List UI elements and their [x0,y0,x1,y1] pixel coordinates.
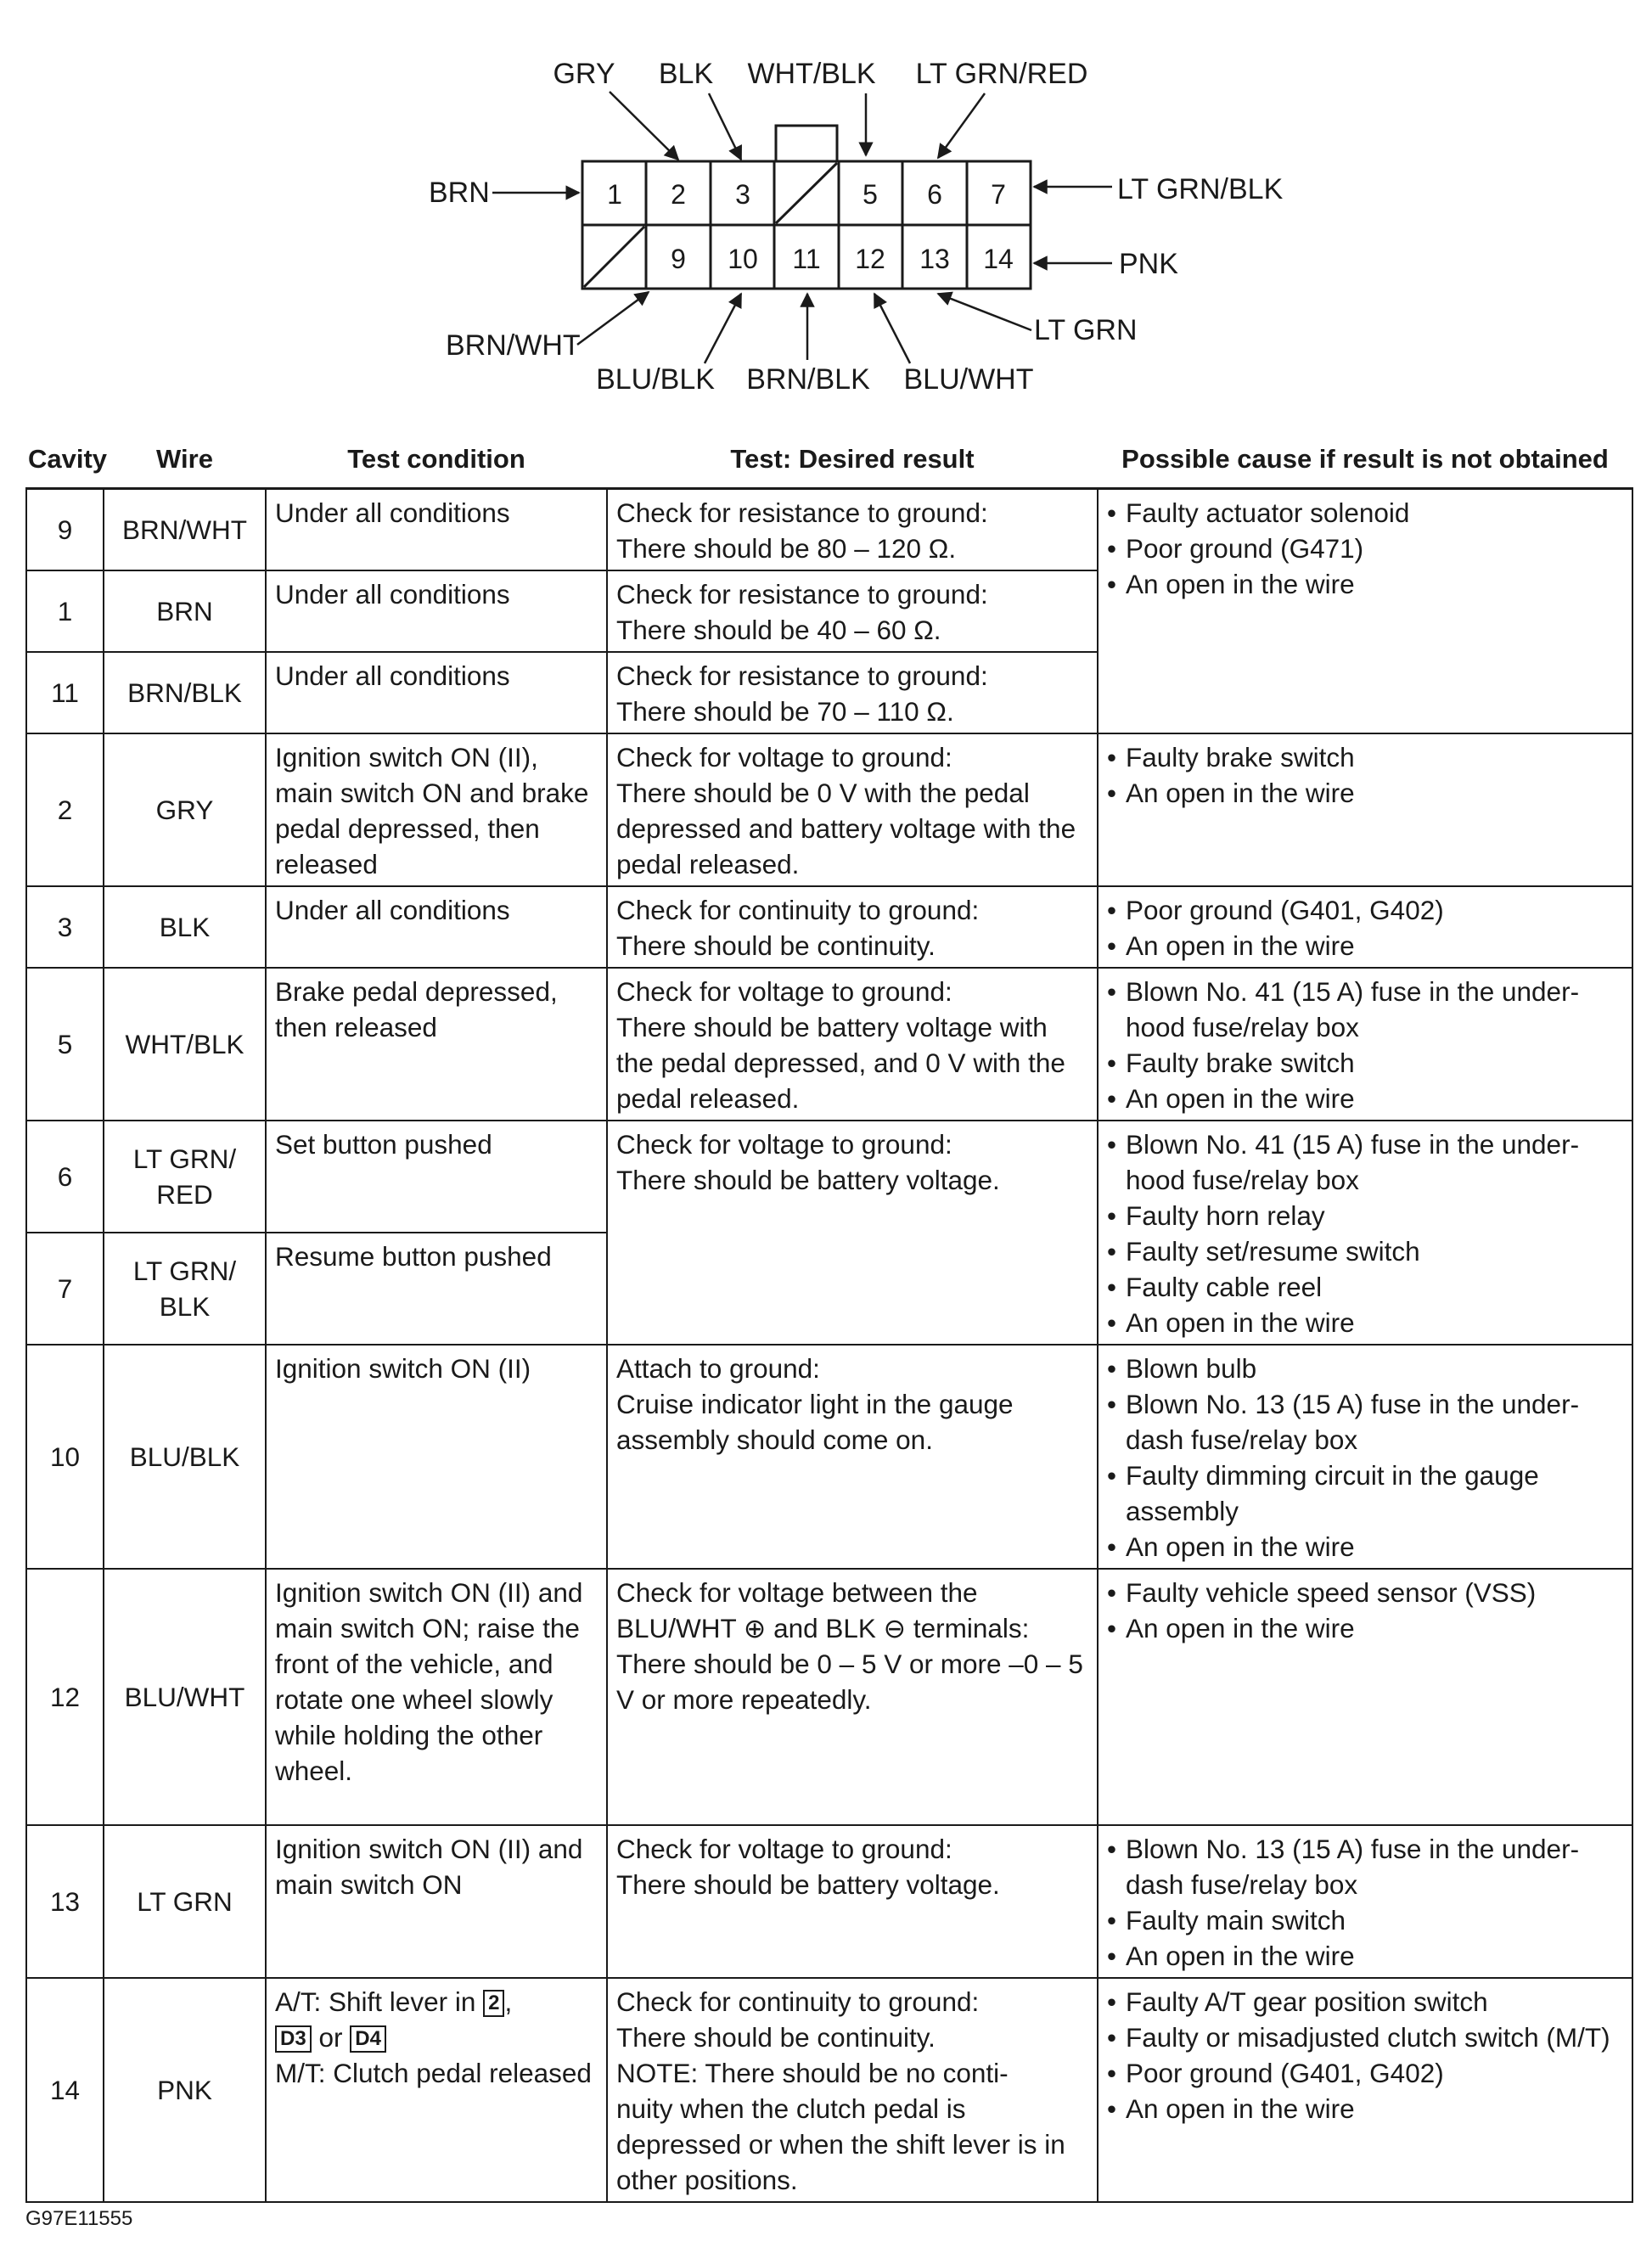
cavity-number: 2 [671,179,686,210]
condition-cell: Ignition switch ON (II) [266,1345,607,1569]
result-cell [607,489,1098,571]
cause-item: • An open in the wire [1107,1305,1623,1340]
cause-item: • Faulty actuator solenoid [1107,495,1623,531]
cavity-cell: 9 [26,489,104,571]
cause-item: • Faulty brake switch [1107,1045,1623,1081]
result-line: Attach to ground: [616,1353,820,1384]
result-line: Check for resistance to ground: [616,579,988,610]
wire-cell: BLU/BLK [104,1345,266,1569]
condition-cell: Resume button pushed [266,1233,607,1345]
cause-item: • Blown No. 41 (15 A) fuse in the under-hood fuse/relay box [1107,974,1623,1045]
wire-line: LT GRN/ [132,1256,237,1286]
result-cell [607,1569,1098,1825]
cavity-number: 7 [991,179,1006,210]
cause-item: • An open in the wire [1107,1938,1623,1974]
result-line: Check for resistance to ground: [616,497,988,528]
wire-line: BLK [159,1291,211,1322]
result-line: There should be 80 – 120 Ω. [616,533,957,564]
result-line: There should be 70 – 110 Ω. [616,696,954,727]
cavity-cell: 2 [26,733,104,886]
wire-label-brn: BRN [429,177,490,209]
result-line: There should be continuity. [616,2022,936,2053]
wire-cell: BRN/WHT [104,489,266,571]
shift-position-d3-symbol: D3 [275,2025,312,2053]
cause-item: • Poor ground (G471) [1107,531,1623,566]
terminal-test-table [25,433,1633,2203]
cause-cell [1098,1978,1632,2202]
cause-item: • Blown No. 41 (15 A) fuse in the under-hood fuse/relay box [1107,1126,1623,1198]
result-line: Cruise indicator light in the gauge assembly should come on. [616,1389,1014,1455]
cavity-number: 5 [863,179,878,210]
result-line: There should be battery voltage. [616,1165,1000,1195]
cause-item: • Faulty horn relay [1107,1198,1623,1233]
cause-cell [1098,968,1632,1121]
cause-item: • Faulty set/resume switch [1107,1233,1623,1269]
condition-cell: Under all conditions [266,886,607,968]
wire-cell: WHT/BLK [104,968,266,1121]
cause-item: • Faulty dimming circuit in the gauge assembly [1107,1458,1623,1529]
connector-diagram [0,0,1652,407]
wire-cell [104,1121,266,1233]
result-line: There should be battery voltage. [616,1869,1000,1900]
header-wire: Wire [156,444,213,474]
result-line: There should be battery voltage with the pedal depressed, and 0 V with the pedal released. [616,1012,1065,1114]
table-row [26,733,1632,886]
wire-cell: PNK [104,1978,266,2202]
result-cell [607,1121,1098,1345]
cavity-cell: 14 [26,1978,104,2202]
result-cell [607,733,1098,886]
header-desired-result: Test: Desired result [730,444,975,474]
cavity-number: 11 [792,244,821,274]
cause-item: • Faulty vehicle speed sensor (VSS) [1107,1575,1623,1610]
cavity-cell: 11 [26,652,104,733]
cavity-cell: 7 [26,1233,104,1345]
result-cell [607,570,1098,652]
table-header-row [26,433,1632,489]
wire-cell: BLK [104,886,266,968]
table-row [26,489,1632,571]
cause-item: • Faulty main switch [1107,1902,1623,1938]
cavity-cell: 10 [26,1345,104,1569]
wire-cell: BRN/BLK [104,652,266,733]
cause-item: • Faulty cable reel [1107,1269,1623,1305]
header-cavity: Cavity [28,444,108,474]
cause-item: • An open in the wire [1107,2091,1623,2126]
result-line: There should be 0 V with the pedal depressed and battery voltage with the pedal released. [616,778,1076,879]
result-cell [607,1978,1098,2202]
wire-label-lt-grn-red: LT GRN/RED [915,58,1088,90]
condition-cell: Ignition switch ON (II) and main switch ON [266,1825,607,1978]
wire-label-brn-wht: BRN/WHT [446,329,581,362]
result-line: There should be continuity. [616,930,936,961]
result-cell [607,1825,1098,1978]
result-cell [607,1345,1098,1569]
cavity-cell: 1 [26,570,104,652]
cavity-cell: 6 [26,1121,104,1233]
result-line: Check for continuity to ground: [616,1986,980,2017]
wire-cell: LT GRN [104,1825,266,1978]
wire-label-lt-grn-blk: LT GRN/BLK [1117,173,1284,205]
result-cell [607,886,1098,968]
result-cell [607,968,1098,1121]
cause-item: • An open in the wire [1107,775,1623,811]
cause-item: • Blown No. 13 (15 A) fuse in the under-dash fuse/relay box [1107,1831,1623,1902]
cause-item: • An open in the wire [1107,1529,1623,1565]
result-note: NOTE: There should be no conti- nuity when the clutch pedal is depressed or when the shift lever is in other positions. [616,2058,1065,2195]
condition-cell: Brake pedal depressed, then released [266,968,607,1121]
cavity-cell: 5 [26,968,104,1121]
shift-position-2-symbol: 2 [483,1990,504,2017]
cause-item: • Poor ground (G401, G402) [1107,892,1623,928]
wire-label-gry: GRY [553,58,615,90]
wire-line: LT GRN/ [132,1143,237,1174]
cause-item: • An open in the wire [1107,1081,1623,1116]
shift-position-d4-symbol: D4 [350,2025,386,2053]
table-row [26,1121,1632,1233]
condition-cell: Under all conditions [266,652,607,733]
wire-cell: BLU/WHT [104,1569,266,1825]
wire-cell [104,1233,266,1345]
table-row [26,1978,1632,2202]
table-row [26,1825,1632,1978]
condition-line [275,2020,598,2055]
cause-cell [1098,1825,1632,1978]
header-possible-cause: Possible cause if result is not obtained [1121,444,1609,474]
condition-comma: , [504,1986,513,2017]
cause-item: • Faulty brake switch [1107,739,1623,775]
wire-label-wht-blk: WHT/BLK [747,58,876,90]
condition-cell: Under all conditions [266,489,607,571]
wire-label-pnk: PNK [1119,248,1178,280]
result-line: Check for voltage to ground: [616,976,952,1007]
wire-cell: GRY [104,733,266,886]
table-row [26,968,1632,1121]
result-cell [607,652,1098,733]
condition-cell: Ignition switch ON (II) and main switch ON; raise the front of the vehicle, and rotate one wheel slowly while holding the other wheel. [266,1569,607,1825]
table-row [26,1345,1632,1569]
cavity-cell: 13 [26,1825,104,1978]
result-line: There should be 40 – 60 Ω. [616,615,941,645]
condition-at-prefix: A/T: Shift lever in [275,1986,476,2017]
cause-item: • An open in the wire [1107,566,1623,602]
table-row [26,1569,1632,1825]
condition-cell [266,1978,607,2202]
cavity-number: 3 [735,179,750,210]
wire-label-blk: BLK [658,58,714,90]
cavity-number: 12 [855,244,885,274]
wire-label-brn-blk: BRN/BLK [746,363,870,396]
result-line: Check for voltage to ground: [616,742,952,772]
condition-mt-line: M/T: Clutch pedal released [275,2058,592,2088]
cavity-number: 10 [728,244,758,274]
cavity-number: 1 [607,179,622,210]
cause-item: • An open in the wire [1107,928,1623,963]
cause-item: • Faulty or misadjusted clutch switch (M/T) [1107,2020,1623,2055]
cause-item: • Poor ground (G401, G402) [1107,2055,1623,2091]
cavity-number: 9 [671,244,686,274]
result-line: Check for resistance to ground: [616,660,988,691]
cause-item: • Faulty A/T gear position switch [1107,1984,1623,2020]
cavity-cell: 12 [26,1569,104,1825]
result-line: Check for voltage to ground: [616,1129,952,1160]
condition-line [275,1984,598,2020]
figure-code: G97E11555 [25,2207,133,2230]
cavity-number: 13 [919,244,950,274]
condition-or: or [318,2022,343,2053]
cause-cell [1098,489,1632,734]
wire-label-blu-wht: BLU/WHT [903,363,1034,396]
condition-cell: Set button pushed [266,1121,607,1233]
cause-cell [1098,733,1632,886]
cause-item: • An open in the wire [1107,1610,1623,1646]
cause-cell [1098,1345,1632,1569]
cavity-cell: 3 [26,886,104,968]
wire-label-lt-grn: LT GRN [1034,314,1138,346]
wire-line: RED [156,1179,213,1210]
cause-cell [1098,886,1632,968]
condition-cell: Under all conditions [266,570,607,652]
cavity-number: 6 [927,179,942,210]
header-test-condition: Test condition [347,444,525,474]
result-line: Check for voltage between the BLU/WHT ⊕ and BLK ⊖ terminals: There should be 0 – 5 V or more –0 – 5 V or more repeatedly. [616,1577,1083,1715]
cause-item: • Blown No. 13 (15 A) fuse in the under-dash fuse/relay box [1107,1386,1623,1458]
cavity-number: 14 [983,244,1014,274]
wire-label-blu-blk: BLU/BLK [596,363,715,396]
condition-cell: Ignition switch ON (II), main switch ON and brake pedal depressed, then released [266,733,607,886]
cause-cell [1098,1569,1632,1825]
result-line: Check for continuity to ground: [616,895,980,925]
cause-item: • Blown bulb [1107,1351,1623,1386]
wire-cell: BRN [104,570,266,652]
cause-cell [1098,1121,1632,1345]
table-row [26,886,1632,968]
result-line: Check for voltage to ground: [616,1834,952,1864]
